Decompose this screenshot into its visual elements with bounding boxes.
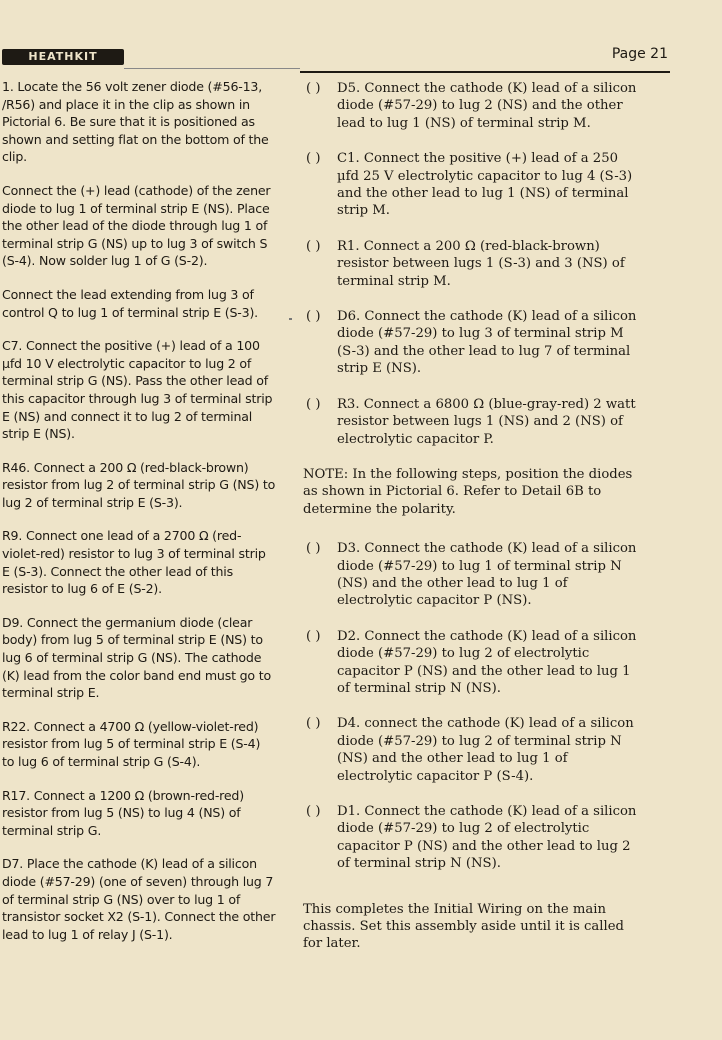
step-zener-clip: 1. Locate the 56 volt zener diode (#56-13, /R56) and place it in the clip as shown in Pictorial 6. Be sure that it is positioned as shown and setting flat on the bottom of the clip. xyxy=(2,79,269,165)
page-number: Page 21 xyxy=(611,46,668,62)
step-checkbox[interactable]: ( ) xyxy=(306,804,321,819)
step-d6 xyxy=(303,308,643,378)
step-r17: R17. Connect a 1200 Ω (brown-red-red) resistor from lug 5 (NS) to lug 4 (NS) of terminal strip G. xyxy=(2,787,244,838)
step-text: R1. Connect a 200 Ω (red-black-brown) resistor between lugs 1 (S-3) and 3 (NS) of terminal strip M. xyxy=(337,238,625,289)
step-text: D4. connect the cathode (K) lead of a silicon diode (#57-29) to lug 2 of terminal strip N (NS) and the other lead to lug 1 of electrolytic capacitor P (S-4). xyxy=(337,716,634,784)
step-checkbox[interactable]: ( ) xyxy=(306,396,321,412)
step-d9: D9. Connect the germanium diode (clear body) from lug 5 of terminal strip E (NS) to lug 6 of terminal strip G (NS). The cathode (K) lead from the color band end must go to terminal strip E. xyxy=(2,614,271,701)
step-d3 xyxy=(303,540,643,610)
step-text: D1. Connect the cathode (K) lead of a silicon diode (#57-29) to lug 2 of electrolytic capacitor P (NS) and the other lead to lug 2 of terminal strip N (NS). xyxy=(337,804,637,872)
step-control-q-lead: Connect the lead extending from lug 3 of control Q to lug 1 of terminal strip E (S-3). xyxy=(2,286,258,320)
step-zener-connect: Connect the (+) lead (cathode) of the zener diode to lug 1 of terminal strip E (NS). Place the other lead of the diode through lug 1 of terminal strip G (NS) up to lug 3 of switch S (S-4). Now solder lug 1 of G (S-2). xyxy=(2,182,271,269)
step-checkbox[interactable]: ( ) xyxy=(306,628,321,644)
step-text: D6. Connect the cathode (K) lead of a silicon diode (#57-29) to lug 3 of terminal strip M (S-3) and the other lead to lug 7 of terminal strip E (NS). xyxy=(337,309,637,377)
right-column xyxy=(303,80,643,953)
step-r9: R9. Connect one lead of a 2700 Ω (red-violet-red) resistor to lug 3 of terminal strip E (S-3). Connect the other lead of this resistor to lug 6 of E (S-2). xyxy=(2,528,266,597)
step-d4 xyxy=(303,715,643,785)
step-d1 xyxy=(303,803,643,873)
step-checkbox[interactable]: ( ) xyxy=(306,81,321,96)
step-checkbox[interactable]: ( ) xyxy=(306,309,321,325)
heathkit-logo: HEATHKIT xyxy=(2,49,124,65)
step-checkbox[interactable]: ( ) xyxy=(306,541,321,557)
header-rule-right xyxy=(300,71,670,73)
column-divider-mark xyxy=(289,318,292,320)
step-text: D5. Connect the cathode (K) lead of a silicon diode (#57-29) to lug 2 (NS) and the other lead to lug 1 (NS) of terminal strip M. xyxy=(337,81,637,131)
closing-paragraph: This completes the Initial Wiring on the main chassis. Set this assembly aside until it is called for later. xyxy=(303,901,624,952)
step-c1 xyxy=(303,150,643,220)
step-r1 xyxy=(303,238,643,290)
step-r3 xyxy=(303,396,643,448)
page-header xyxy=(0,40,722,70)
step-d5 xyxy=(303,80,643,132)
polarity-note: NOTE: In the following steps, position the diodes as shown in Pictorial 6. Refer to Detail 6B to determine the polarity. xyxy=(303,466,633,517)
step-c7: C7. Connect the positive (+) lead of a 100 µfd 10 V electrolytic capacitor to lug 2 of terminal strip G (NS). Pass the other lead of this capacitor through lug 3 of terminal strip E (NS) and connect it to lug 2 of terminal strip E (NS). xyxy=(2,338,273,442)
step-checkbox[interactable]: ( ) xyxy=(306,151,321,167)
step-r22: R22. Connect a 4700 Ω (yellow-violet-red) resistor from lug 5 of terminal strip E (S-4) to lug 6 of terminal strip G (S-4). xyxy=(2,718,261,769)
step-text: R3. Connect a 6800 Ω (blue-gray-red) 2 watt resistor between lugs 1 (NS) and 2 (NS) of electrolytic capacitor P. xyxy=(337,396,636,447)
step-checkbox[interactable]: ( ) xyxy=(306,716,321,732)
step-r46: R46. Connect a 200 Ω (red-black-brown) resistor from lug 2 of terminal strip G (NS) to lug 2 of terminal strip E (S-3). xyxy=(2,459,276,510)
header-rule-left xyxy=(124,68,300,69)
step-text: D2. Connect the cathode (K) lead of a silicon diode (#57-29) to lug 2 of electrolytic capacitor P (NS) and the other lead to lug 1 of terminal strip N (NS). xyxy=(337,628,637,696)
step-d2 xyxy=(303,628,643,698)
step-checkbox[interactable]: ( ) xyxy=(306,238,321,254)
step-text: D3. Connect the cathode (K) lead of a silicon diode (#57-29) to lug 1 of terminal strip N (NS) and the other lead to lug 1 of electrolytic capacitor P (NS). xyxy=(337,541,637,609)
step-d7: D7. Place the cathode (K) lead of a silicon diode (#57-29) (one of seven) through lug 7 of terminal strip G (NS) over to lug 1 of transistor socket X2 (S-1). Connect the other lead to lug 1 of relay J (S-1). xyxy=(2,856,276,942)
step-text: C1. Connect the positive (+) lead of a 250 µfd 25 V electrolytic capacitor to lug 4 (S-3) and the other lead to lug 1 (NS) of terminal strip M. xyxy=(337,151,633,219)
left-column xyxy=(2,78,276,959)
